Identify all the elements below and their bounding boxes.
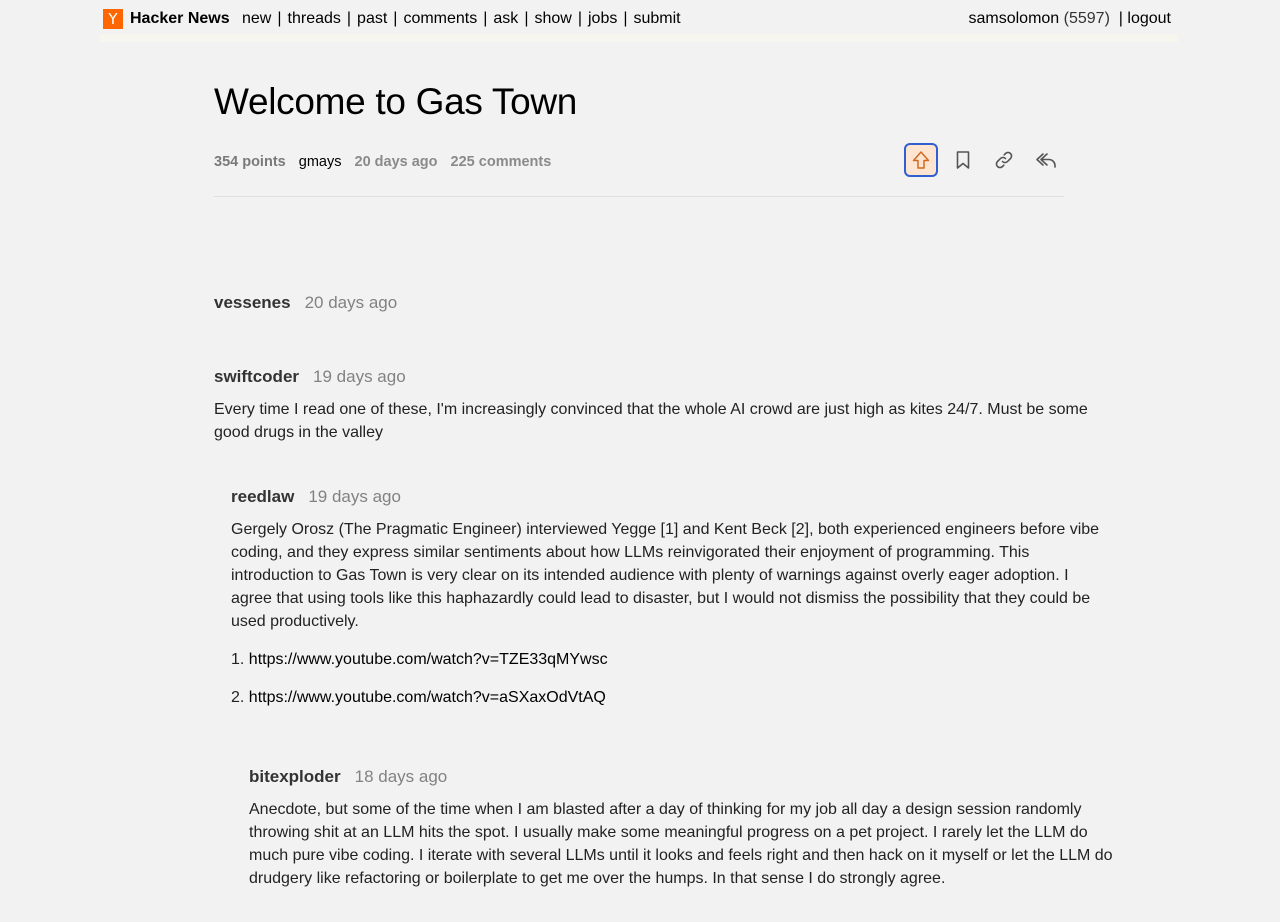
bookmark-icon bbox=[954, 150, 972, 170]
link-number: 2. bbox=[231, 689, 245, 706]
comment-body bbox=[231, 518, 1113, 709]
comment-link-line bbox=[231, 686, 1113, 709]
comment-text: Every time I read one of these, I'm increasingly convinced that the whole AI crowd are just high as kites 24/7. Must be some good drugs in the valley bbox=[214, 401, 1088, 441]
comment-author-link[interactable]: vessenes bbox=[214, 293, 291, 312]
comment bbox=[249, 766, 1115, 905]
comment-author-link[interactable]: swiftcoder bbox=[214, 367, 300, 386]
nav-past[interactable]: past bbox=[357, 10, 388, 27]
comment bbox=[231, 486, 1113, 724]
nav-new[interactable]: new bbox=[242, 10, 272, 27]
story-author-link[interactable]: gmays bbox=[298, 154, 342, 170]
nav-threads[interactable]: threads bbox=[287, 10, 341, 27]
comment-age-link[interactable]: 20 days ago bbox=[304, 293, 398, 312]
comment-header bbox=[249, 766, 1115, 788]
comment-age-link[interactable]: 19 days ago bbox=[308, 487, 401, 506]
reply-icon bbox=[1035, 150, 1057, 170]
link-icon bbox=[993, 149, 1015, 171]
comment-author-link[interactable]: bitexploder bbox=[249, 767, 341, 786]
separator: | bbox=[1114, 10, 1128, 27]
comment-header bbox=[214, 292, 397, 314]
story-title[interactable]: Welcome to Gas Town bbox=[214, 81, 578, 122]
user-box bbox=[969, 9, 1172, 29]
nav-links: new | threads | past | comments | ask | show | jobs | submit bbox=[242, 10, 681, 27]
comment-header bbox=[231, 486, 1113, 508]
user-karma: (5597) bbox=[1063, 10, 1110, 27]
header-divider bbox=[214, 196, 1064, 197]
nav-ask[interactable]: ask bbox=[493, 10, 519, 27]
nav-show[interactable]: show bbox=[534, 10, 572, 27]
nav-submit[interactable]: submit bbox=[633, 10, 681, 27]
comment-text: Gergely Orosz (The Pragmatic Engineer) interviewed Yegge [1] and Kent Beck [2], both experienced engineers before vibe coding, and they express similar sentiments about how LLMs reinvigorated their enjoyment of programming. This introduction to Gas Town is very clear on its intended audience with plenty of warnings against overly eager adoption. I agree that using tools like this haphazardly could lead to disaster, but I would not dismiss the possibility that they could be used productively. bbox=[231, 521, 1100, 630]
reply-button[interactable] bbox=[1029, 143, 1063, 177]
site-name-link[interactable]: Hacker News bbox=[130, 10, 230, 27]
user-profile-link[interactable]: samsolomon bbox=[968, 10, 1060, 27]
logout-link[interactable]: logout bbox=[1127, 10, 1171, 27]
story-comments-link[interactable]: 225 comments bbox=[450, 154, 552, 170]
comment-body bbox=[249, 798, 1115, 890]
link-number: 1. bbox=[231, 651, 245, 668]
top-bar-inner bbox=[100, 4, 1178, 34]
comment-author-link[interactable]: reedlaw bbox=[231, 487, 295, 506]
comment-header bbox=[214, 366, 1094, 388]
story-meta bbox=[214, 152, 551, 172]
comment-text: Anecdote, but some of the time when I am blasted after a day of thinking for my job all day a design session randomly throwing shit at an LLM hits the spot. I usually make some meaningful progress on a pet project. I rarely let the LLM do much pure vibe coding. I iterate with several LLMs until it looks and feels right and then hack on it myself or let the LLM do drudgery like refactoring or boilerplate to get me over the humps. In that sense I do strongly agree. bbox=[249, 801, 1113, 887]
bookmark-button[interactable] bbox=[946, 143, 980, 177]
comment-body bbox=[214, 398, 1094, 444]
top-bar bbox=[100, 4, 1178, 42]
copy-link-button[interactable] bbox=[987, 143, 1021, 177]
comment bbox=[214, 292, 397, 314]
nav-comments[interactable]: comments bbox=[403, 10, 478, 27]
comment bbox=[214, 366, 1094, 459]
hn-logo[interactable]: Y bbox=[103, 9, 123, 29]
comment-link-line bbox=[231, 648, 1113, 671]
comment-age-link[interactable]: 18 days ago bbox=[354, 767, 448, 786]
comment-link[interactable]: https://www.youtube.com/watch?v=aSXaxOdVtAQ bbox=[248, 689, 606, 706]
upvote-icon bbox=[911, 150, 931, 170]
comment-link[interactable]: https://www.youtube.com/watch?v=TZE33qMYwsc bbox=[248, 651, 608, 668]
upvote-button[interactable] bbox=[904, 143, 938, 177]
nav-jobs[interactable]: jobs bbox=[587, 10, 618, 27]
story-points: 354 points bbox=[214, 154, 286, 170]
story-age-link[interactable]: 20 days ago bbox=[354, 154, 438, 170]
comment-age-link[interactable]: 19 days ago bbox=[313, 367, 406, 386]
